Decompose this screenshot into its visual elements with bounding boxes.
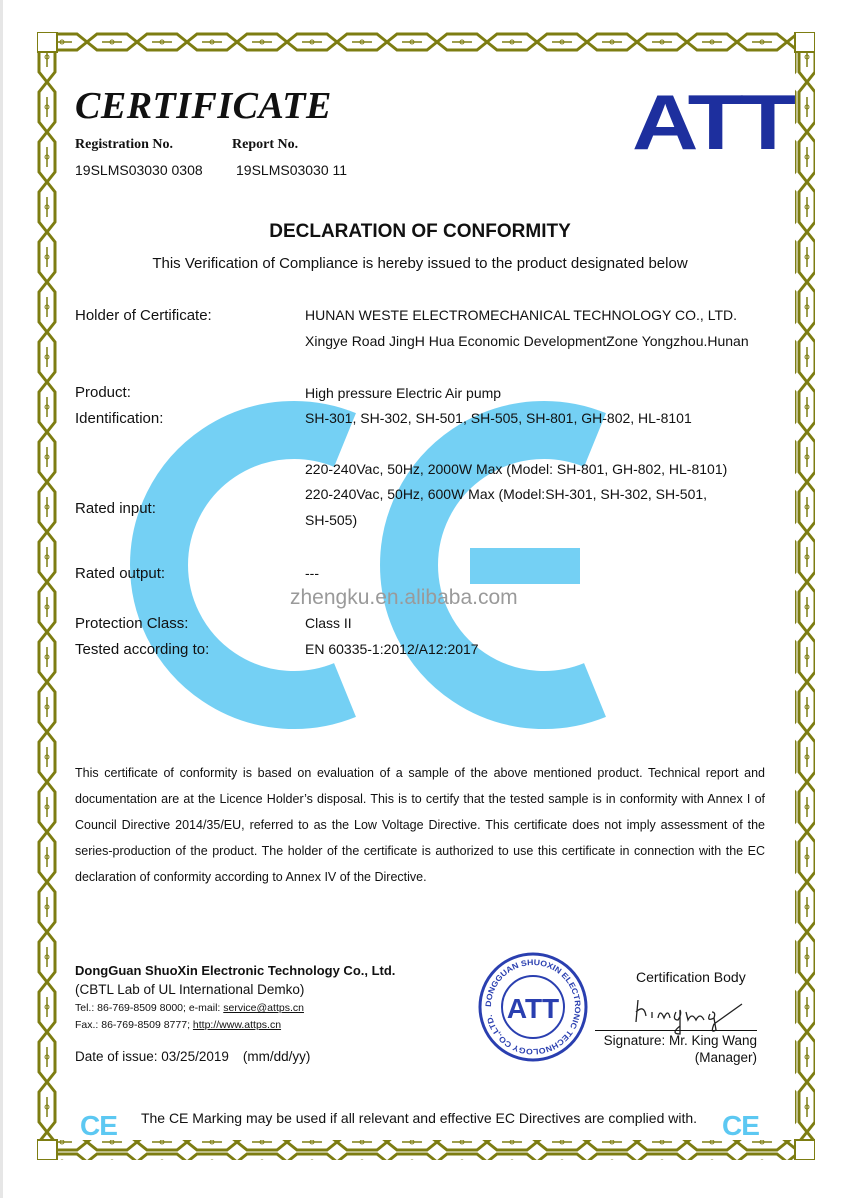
tested-label: Tested according to: xyxy=(75,641,210,658)
declaration-title: DECLARATION OF CONFORMITY xyxy=(269,221,571,242)
product-label: Product: xyxy=(75,384,131,401)
holder-name: HUNAN WESTE ELECTROMECHANICAL TECHNOLOGY CO., LTD. xyxy=(305,307,737,323)
holder-label: Holder of Certificate: xyxy=(75,307,212,324)
rated-output-value: --- xyxy=(305,565,319,581)
rated-output-label: Rated output: xyxy=(75,565,166,582)
fax-text: Fax.: 86-769-8509 8777; xyxy=(75,1019,193,1031)
ce-mark-right: CE xyxy=(722,1110,759,1141)
ce-mark-left: CE xyxy=(80,1110,117,1141)
lab-fax xyxy=(75,1019,281,1031)
website-link[interactable]: http://www.attps.cn xyxy=(192,1019,282,1031)
signatory-title: (Manager) xyxy=(694,1050,757,1065)
watermark-text: zhengku.en.alibaba.com xyxy=(290,586,518,609)
tested-value: EN 60335-1:2012/A12:2017 xyxy=(305,641,479,657)
identification-value: SH-301, SH-302, SH-501, SH-505, SH-801, GH-802, HL-8101 xyxy=(305,410,692,426)
rated-input-label: Rated input: xyxy=(75,500,156,517)
rated-input-line-3: SH-505) xyxy=(305,512,358,528)
registration-label: Registration No. xyxy=(75,137,173,152)
svg-text:DONGGUAN SHUOXIN ELECTRONIC TE: DONGGUAN SHUOXIN ELECTRONIC TECHNOLOGY CO.,LTD. xyxy=(483,957,583,1057)
svg-text:ATT: ATT xyxy=(506,993,560,1024)
issue-date xyxy=(75,1049,310,1064)
identification-label: Identification: xyxy=(75,410,164,427)
declaration-subtitle: This Verification of Compliance is hereby issued to the product designated below xyxy=(152,255,688,272)
protection-value: Class II xyxy=(305,615,352,631)
certificate-title: CERTIFICATE xyxy=(75,85,332,127)
signature xyxy=(630,990,750,1035)
report-label: Report No. xyxy=(232,137,299,152)
rated-input-line-1: 220-240Vac, 50Hz, 2000W Max (Model: SH-801, GH-802, HL-8101) xyxy=(305,461,728,477)
protection-label: Protection Class: xyxy=(75,615,189,632)
lab-affiliation: (CBTL Lab of UL International Demko) xyxy=(75,982,305,997)
product-value: High pressure Electric Air pump xyxy=(305,385,502,401)
signatory-name: Signature: Mr. King Wang xyxy=(603,1033,757,1048)
lab-telephone xyxy=(75,1002,304,1014)
conformity-statement: This certificate of conformity is based on evaluation of a sample of the above mentioned product. Technical report and documentation are at the Licence Holder’s disposal. This is to certify that the tested sample is in conformity with Annex I of Council Directive 2014/35/EU, referred to as the Low Voltage Directive. This certificate does not imply assessment of the series-production of the product. The holder of the certificate is authorized to use this certificate in connection with the EC declaration of conformity according to Annex IV of the Directive. xyxy=(75,766,765,884)
issue-date-value: Date of issue: 03/25/2019 xyxy=(75,1049,229,1064)
holder-address: Xingye Road JingH Hua Economic DevelopmentZone Yongzhou.Hunan xyxy=(305,333,749,349)
att-logo: ATT xyxy=(632,79,793,166)
rated-input-line-2: 220-240Vac, 50Hz, 600W Max (Model:SH-301, SH-302, SH-501, xyxy=(305,486,708,502)
email-link[interactable]: service@attps.cn xyxy=(223,1002,304,1014)
signature-line xyxy=(595,1030,757,1031)
ce-marking-note: The CE Marking may be used if all relevant and effective EC Directives are complied with. xyxy=(140,1110,698,1126)
date-format: (mm/dd/yy) xyxy=(242,1049,311,1064)
report-number: 19SLMS03030 11 xyxy=(236,162,348,178)
company-seal xyxy=(478,952,588,1062)
tel-text: Tel.: 86-769-8509 8000; e-mail: xyxy=(75,1002,224,1014)
registration-number: 19SLMS03030 0308 xyxy=(75,162,203,178)
certification-body-label: Certification Body xyxy=(636,969,746,985)
lab-company-name: DongGuan ShuoXin Electronic Technology Co., Ltd. xyxy=(75,963,396,978)
